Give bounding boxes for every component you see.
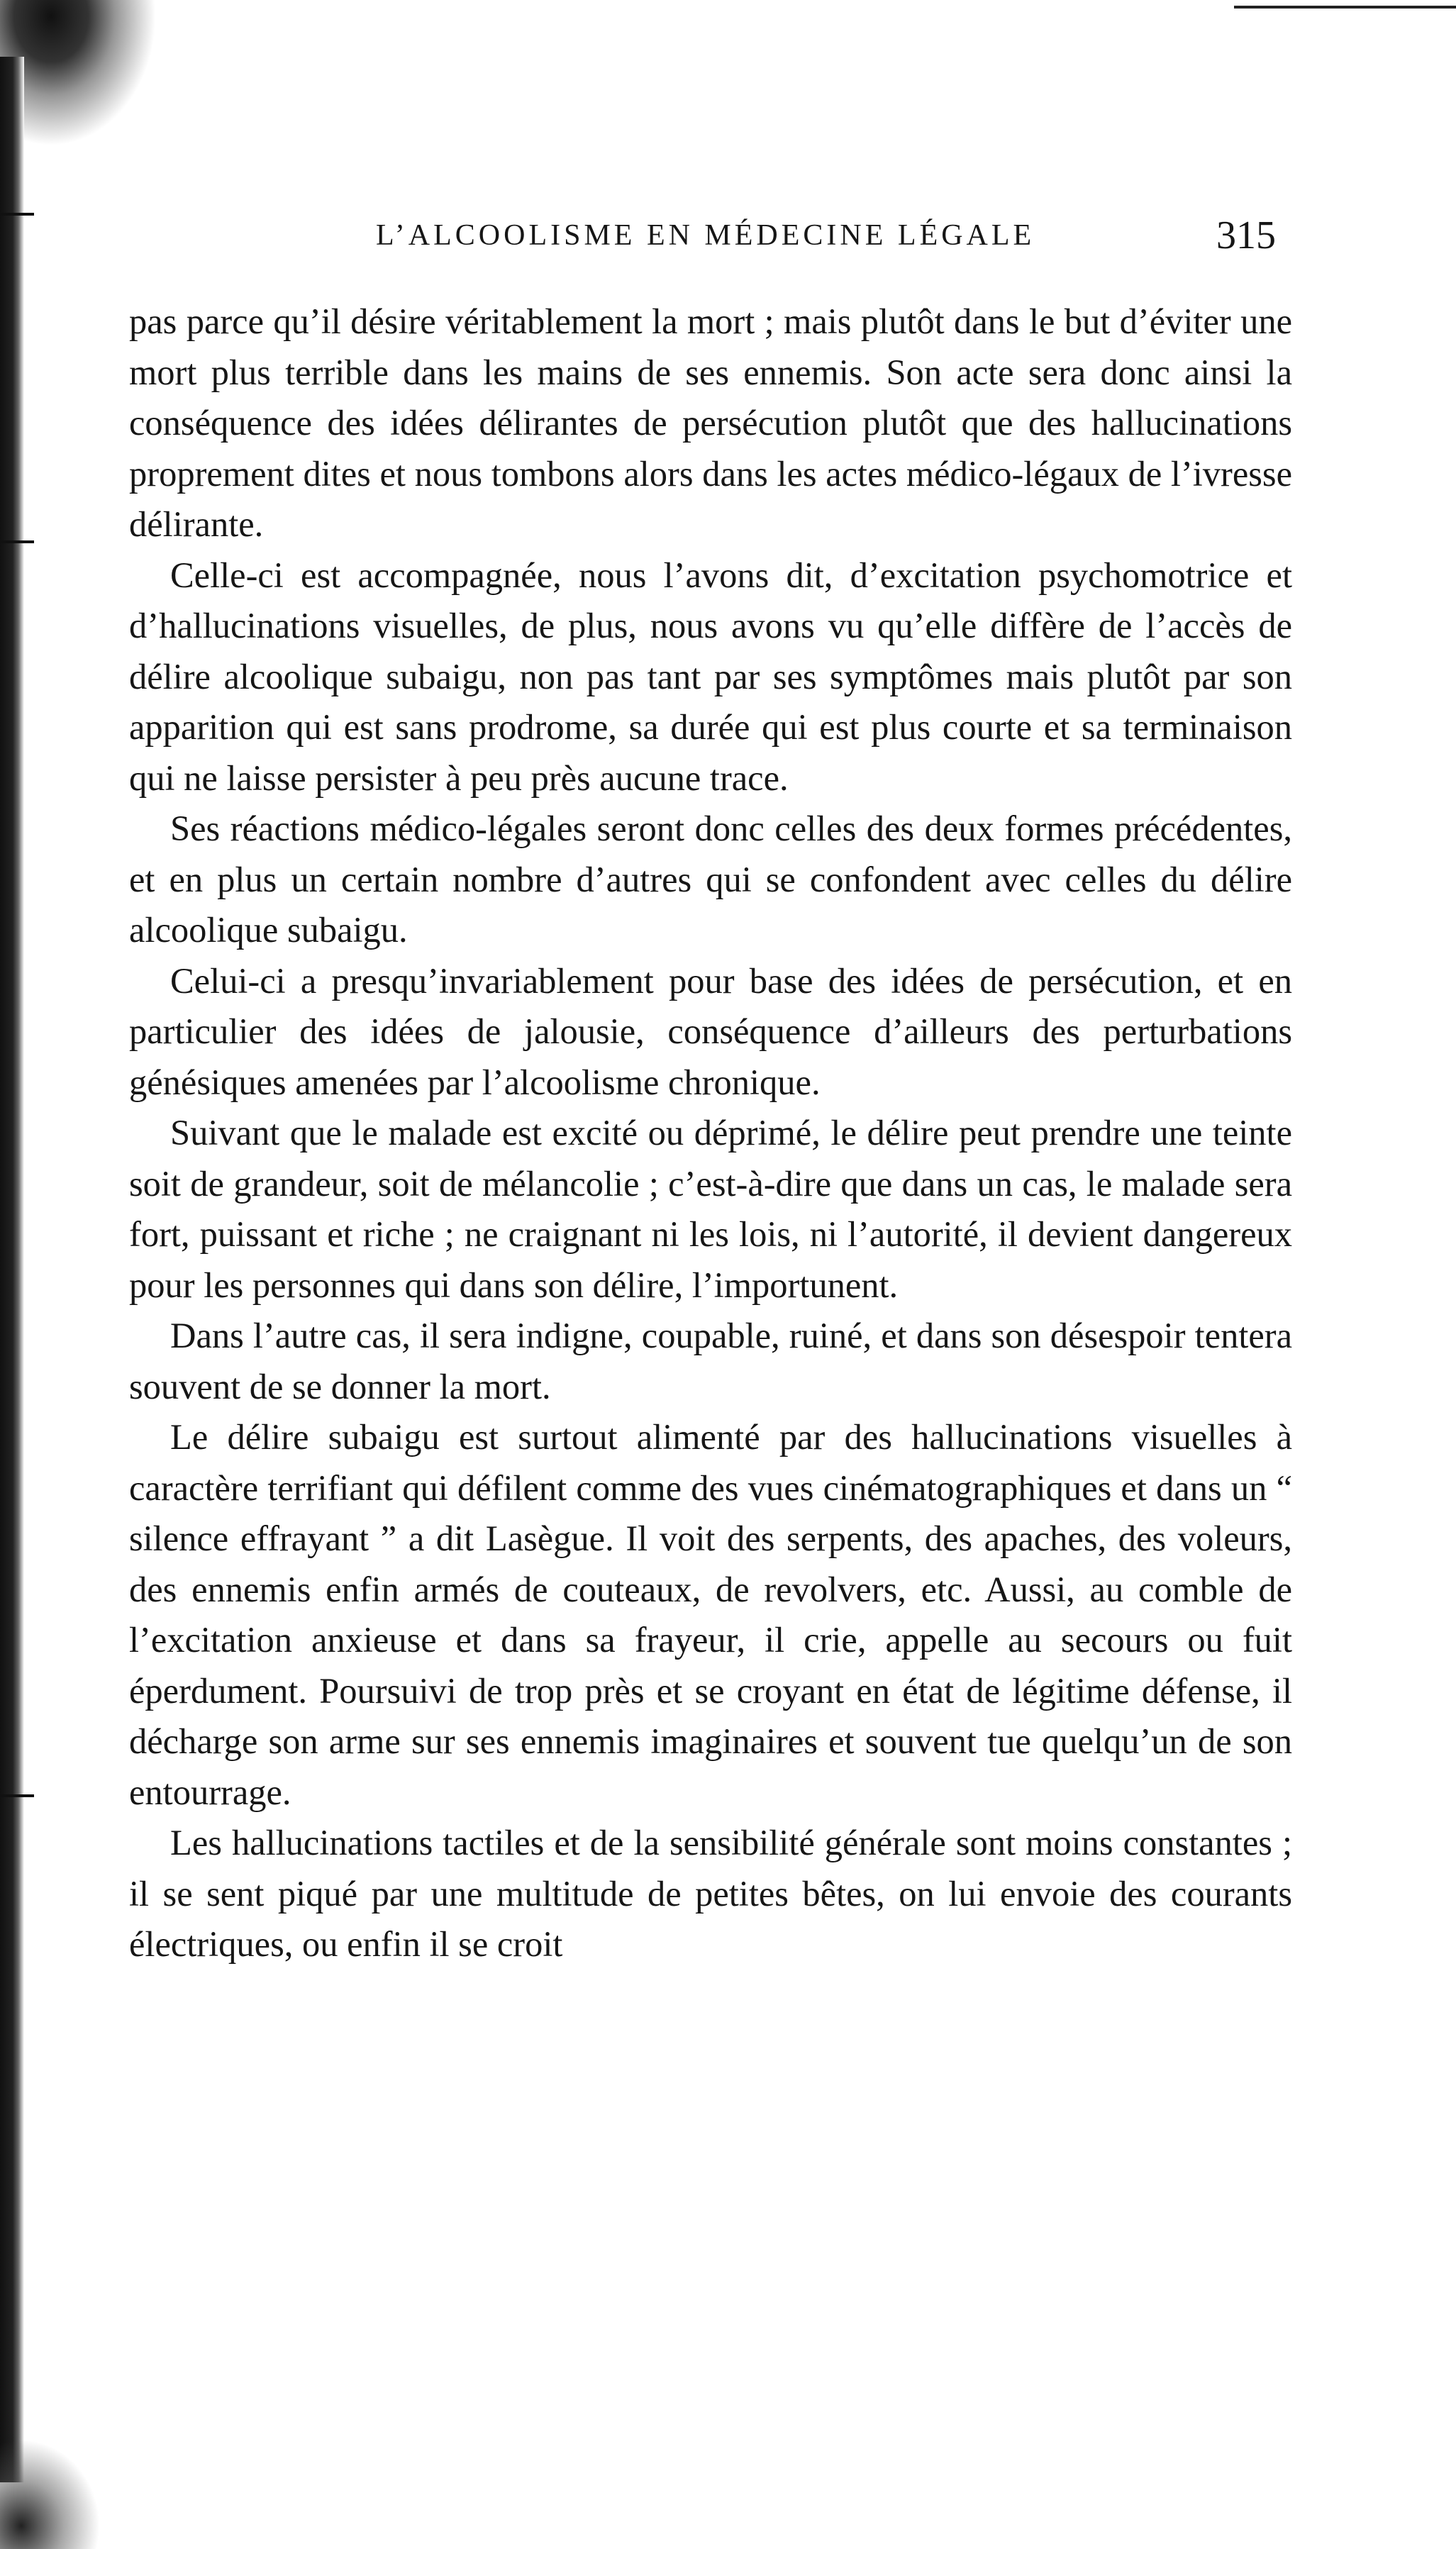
page-number: 315 [1216,213,1276,257]
running-head: L’ALCOOLISME EN MÉDECINE LÉGALE [376,219,1035,252]
scan-shadow-bottom [0,2433,106,2549]
scan-top-rule [1234,6,1456,9]
margin-tick [0,213,34,216]
scan-binding-edge [0,57,24,2482]
paragraph: Suivant que le malade est excité ou déprimé, le délire peut prendre une teinte soit de grandeur, soit de mélancolie ; c’est-à-dire que dans un cas, le malade sera fort, puissant et riche ; ne craignant ni les lois, ni l’autorité, il devient dangereux pour les personnes qui dans son délire, l’importunent. [129,1113,1292,1305]
paragraph: Les hallucinations tactiles et de la sensibilité générale sont moins constantes ; il se sent piqué par une multitude de petites bêtes, on lui envoie des courants électriques, ou enfin il se croit [129,1823,1292,1964]
paragraph: Dans l’autre cas, il sera indigne, coupable, ruiné, et dans son désespoir tentera souvent de se donner la mort. [129,1316,1292,1406]
paragraph: pas parce qu’il désire véritablement la mort ; mais plutôt dans le but d’éviter une mort plus terrible dans les mains de ses ennemis. Son acte sera donc ainsi la conséquence des idées délirantes de persécution plutôt que des hallucinations proprement dites et nous tombons alors dans les actes médico-légaux de l’ivresse délirante. [129,301,1292,544]
body-text [129,296,1292,1970]
paragraph: Le délire subaigu est surtout alimenté par des hallucinations visuelles à caractère terrifiant qui défilent comme des vues cinématographiques et dans un “ silence effrayant ” a dit Lasègue. Il voit des serpents, des apaches, des voleurs, des ennemis enfin armés de couteaux, de revolvers, etc. Aussi, au comble de l’excitation anxieuse et dans sa frayeur, il crie, appelle au secours ou fuit éperdument. Poursuivi de trop près et se croyant en état de légitime défense, il décharge son arme sur ses ennemis imaginaires et souvent tue quelqu’un de son entourrage. [129,1417,1292,1812]
paragraph: Ses réactions médico-légales seront donc celles des deux formes précédentes, et en plus un certain nombre d’autres qui se confondent avec celles du délire alcoolique subaigu. [129,809,1292,950]
margin-tick [0,1794,34,1797]
paragraph: Celui-ci a presqu’invariablement pour base des idées de persécution, et en particulier des idées de jalousie, conséquence d’ailleurs des perturbations génésiques amenées par l’alcoolisme chronique. [129,960,1292,1102]
paragraph: Celle-ci est accompagnée, nous l’avons dit, d’excitation psychomotrice et d’hallucinations visuelles, de plus, nous avons vu qu’elle diffère de l’accès de délire alcoolique subaigu, non pas tant par ses symptômes mais plutôt par son apparition qui est sans prodrome, sa durée qui est plus courte et sa terminaison qui ne laisse persister à peu près aucune trace. [129,555,1292,798]
scan-shadow-top [0,0,170,163]
margin-tick [0,540,34,543]
